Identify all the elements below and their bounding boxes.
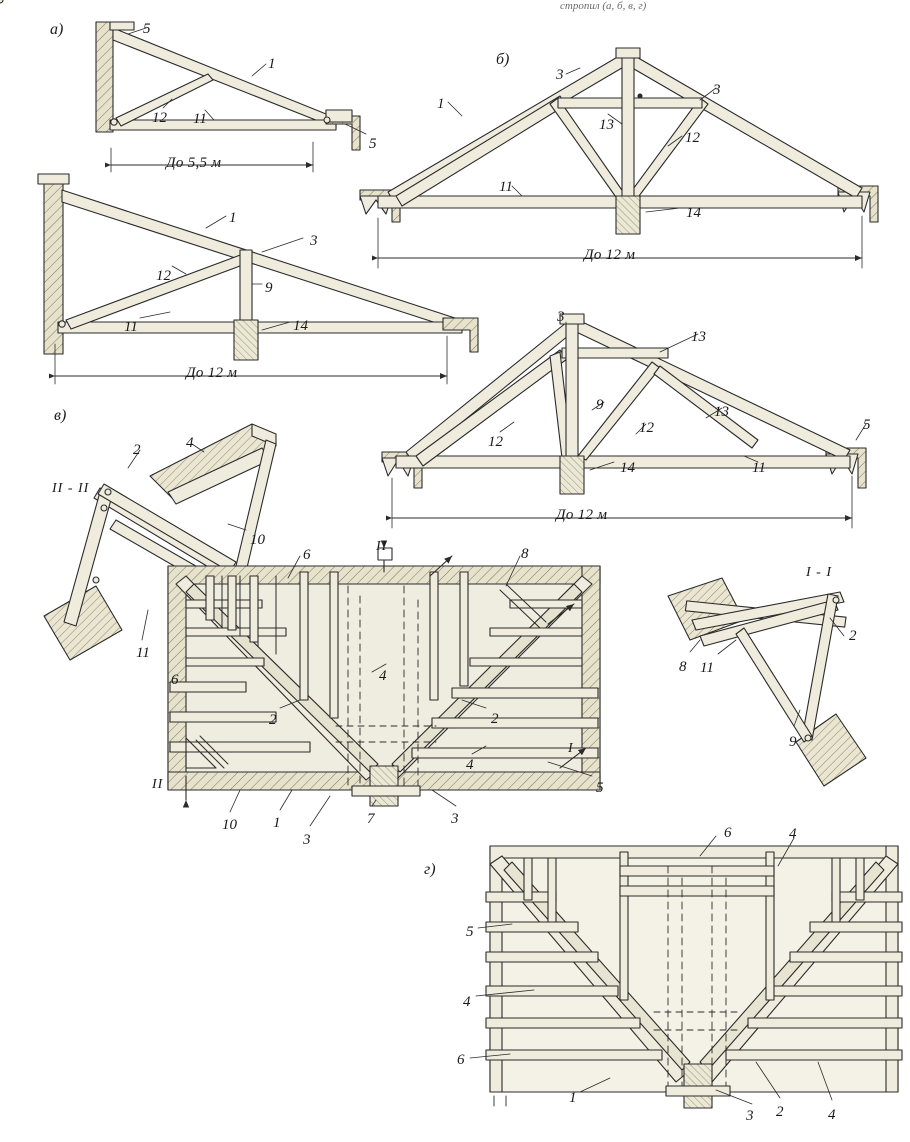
callout-number: 4 xyxy=(186,435,194,451)
panel-label-b: б) xyxy=(496,51,510,68)
callout-number: 6 xyxy=(457,1052,465,1068)
callout-number: 5 xyxy=(369,136,377,152)
callout-number: 1 xyxy=(569,1090,577,1106)
callout-number: 9 xyxy=(789,734,797,750)
callout-number: 1 xyxy=(273,815,281,831)
callout-number: 5 xyxy=(863,417,871,433)
callout-number: 8 xyxy=(679,659,687,675)
callout-number: 1 xyxy=(268,56,276,72)
callout-number: 5 xyxy=(596,780,604,796)
callout-number: 9 xyxy=(265,280,273,296)
callout-number: 5 xyxy=(466,924,474,940)
callout-number: 14 xyxy=(686,205,701,221)
callout-number: 2 xyxy=(269,712,277,728)
dimension-b: До 12 м xyxy=(584,247,636,263)
callout-number: 11 xyxy=(499,179,513,195)
callout-number: 12 xyxy=(639,420,654,436)
callout-number: 11 xyxy=(752,460,766,476)
callout-number: 4 xyxy=(466,757,474,773)
callout-number: 8 xyxy=(521,546,529,562)
callout-number: 4 xyxy=(379,668,387,684)
panel-label-g: г) xyxy=(424,861,436,878)
callout-number: 14 xyxy=(620,460,635,476)
callout-number: 11 xyxy=(700,660,714,676)
section-mark-I-I: I - I xyxy=(806,565,832,580)
callout-number: 3 xyxy=(713,82,721,98)
callout-number: 9 xyxy=(596,397,604,413)
callout-number: 4 xyxy=(463,994,471,1010)
callout-number: 6 xyxy=(724,825,732,841)
callout-number: 4 xyxy=(828,1107,836,1123)
callout-number: 10 xyxy=(250,532,265,548)
callout-number: 13 xyxy=(714,404,729,420)
callout-number: 10 xyxy=(222,817,237,833)
callout-number: 2 xyxy=(491,711,499,727)
panel-v-plan xyxy=(168,548,600,826)
callout-number: 14 xyxy=(293,318,308,334)
callout-number: 5 xyxy=(143,21,151,37)
dimension-c: До 12 м xyxy=(186,365,238,381)
section-mark-II-top: II xyxy=(376,539,388,554)
callout-number: 1 xyxy=(437,96,445,112)
section-mark-II-II: II - II xyxy=(52,481,90,496)
panel-b-bottom-truss xyxy=(382,314,866,528)
callout-number: 4 xyxy=(789,826,797,842)
callout-number: 3 xyxy=(746,1108,754,1124)
callout-number: 11 xyxy=(136,645,150,661)
callout-number: 1 xyxy=(229,210,237,226)
callout-number: 3 xyxy=(451,811,459,827)
callout-number: 3 xyxy=(310,233,318,249)
callout-number: 3 xyxy=(303,832,311,848)
panel-b-top-truss xyxy=(360,48,878,268)
callout-number: 6 xyxy=(171,672,179,688)
callout-number: 2 xyxy=(849,628,857,644)
callout-number: 2 xyxy=(776,1104,784,1120)
callout-number: 6 xyxy=(303,547,311,563)
dimension-a: До 5,5 м xyxy=(166,155,222,171)
callout-number: 7 xyxy=(367,811,375,827)
top-fragment-text: стропил (а, б, в, г) xyxy=(560,0,647,12)
callout-number: 11 xyxy=(193,111,207,127)
callout-number: 3 xyxy=(557,309,565,325)
callout-number: 2 xyxy=(133,442,141,458)
panel-label-a: а) xyxy=(50,21,64,38)
callout-number: 12 xyxy=(488,434,503,450)
callout-number: 3 xyxy=(556,67,564,83)
callout-number: 13 xyxy=(599,117,614,133)
panel-label-v: в) xyxy=(54,407,67,424)
callout-number: 11 xyxy=(124,319,138,335)
section-I-I-detail xyxy=(668,578,866,786)
panel-a-top-truss xyxy=(96,22,366,172)
callout-number: 13 xyxy=(691,329,706,345)
callout-number: 12 xyxy=(685,130,700,146)
section-mark-II-bottom: II xyxy=(152,777,164,792)
panel-g-plan xyxy=(470,836,902,1108)
callout-number: 12 xyxy=(156,268,171,284)
callout-number: 12 xyxy=(152,110,167,126)
dimension-d: До 12 м xyxy=(556,507,608,523)
section-mark-I: I xyxy=(568,741,574,756)
